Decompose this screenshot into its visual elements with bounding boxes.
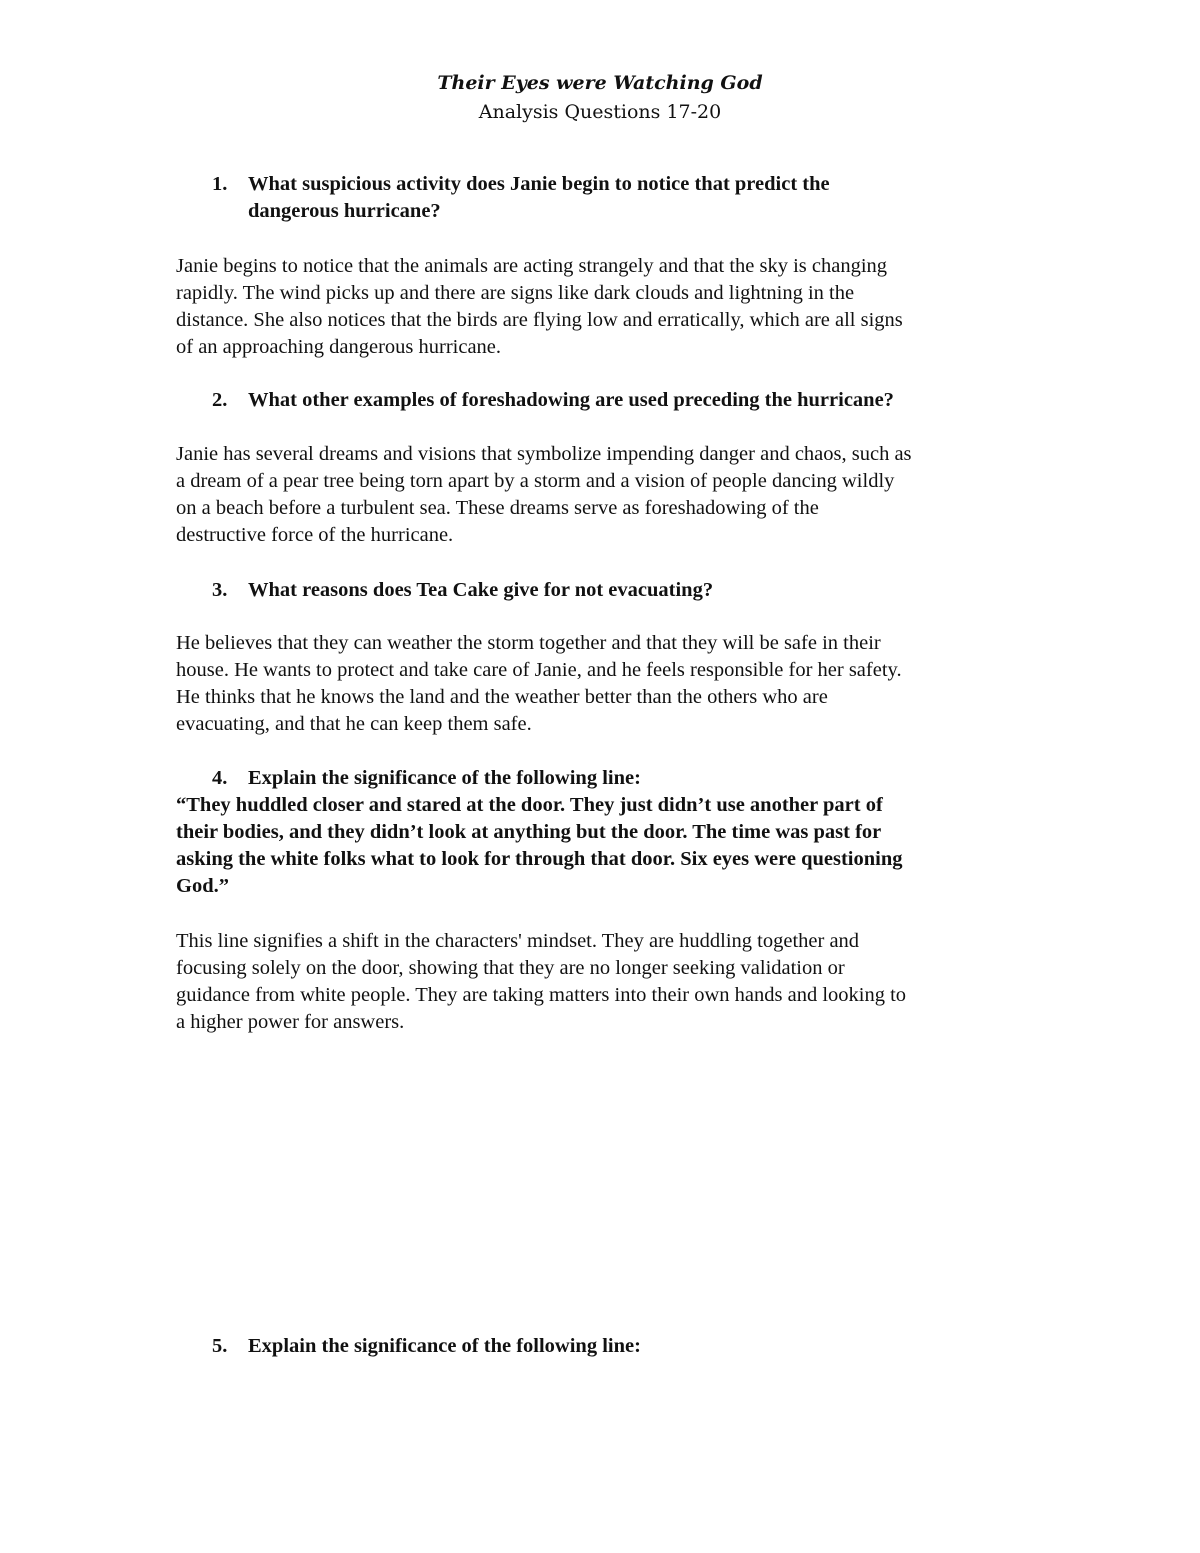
question-number: 2. xyxy=(212,389,228,411)
question-number: 5. xyxy=(212,1335,228,1357)
question-text-line: What reasons does Tea Cake give for not evacuating? xyxy=(248,579,714,601)
question-3 xyxy=(212,577,1068,604)
document-subtitle: Analysis Questions 17-20 xyxy=(478,101,722,123)
answer-line: This line signifies a shift in the characters' mindset. They are huddling together and xyxy=(176,930,860,952)
question-5 xyxy=(212,1333,1068,1360)
answer-line: He thinks that he knows the land and the weather better than the others who are xyxy=(176,686,828,708)
question-2 xyxy=(212,387,1068,414)
answer-line: a higher power for answers. xyxy=(176,1011,405,1033)
answer-2 xyxy=(176,441,1036,549)
answer-line: house. He wants to protect and take care of Janie, and he feels responsible for her safety. xyxy=(176,659,902,681)
answer-line: Janie has several dreams and visions that symbolize impending danger and chaos, such as xyxy=(176,443,912,465)
answer-1 xyxy=(176,253,1036,361)
answer-line: on a beach before a turbulent sea. These dreams serve as foreshadowing of the xyxy=(176,497,819,519)
question-4 xyxy=(212,765,1068,792)
answer-4 xyxy=(176,928,1036,1036)
answer-line: of an approaching dangerous hurricane. xyxy=(176,336,502,358)
answer-line: a dream of a pear tree being torn apart by a storm and a vision of people dancing wildly xyxy=(176,470,895,492)
question-number: 4. xyxy=(212,767,228,789)
question-text-line: dangerous hurricane? xyxy=(248,200,441,222)
question-number: 3. xyxy=(212,579,228,601)
quote-line: asking the white folks what to look for through that door. Six eyes were questioning xyxy=(176,848,903,870)
question-number: 1. xyxy=(212,173,228,195)
question-text-line: Explain the significance of the following line: xyxy=(248,1335,641,1357)
answer-3 xyxy=(176,630,1036,738)
answer-line: Janie begins to notice that the animals are acting strangely and that the sky is changing xyxy=(176,255,888,277)
answer-line: focusing solely on the door, showing that they are no longer seeking validation or xyxy=(176,957,845,979)
question-text-line: What other examples of foreshadowing are used preceding the hurricane? xyxy=(248,389,894,411)
answer-line: He believes that they can weather the storm together and that they will be safe in their xyxy=(176,632,881,654)
question-4-quote xyxy=(176,792,1046,900)
answer-line: guidance from white people. They are taking matters into their own hands and looking to xyxy=(176,984,907,1006)
answer-line: distance. She also notices that the birds are flying low and erratically, which are all signs xyxy=(176,309,903,331)
quote-line: God.” xyxy=(176,875,229,897)
question-1 xyxy=(212,171,1068,225)
document-title: Their Eyes were Watching God xyxy=(437,72,763,94)
quote-line: their bodies, and they didn’t look at anything but the door. The time was past for xyxy=(176,821,882,843)
question-text-line: What suspicious activity does Janie begin to notice that predict the xyxy=(248,173,830,195)
answer-line: rapidly. The wind picks up and there are signs like dark clouds and lightning in the xyxy=(176,282,855,304)
answer-line: evacuating, and that he can keep them safe. xyxy=(176,713,532,735)
quote-line: “They huddled closer and stared at the door. They just didn’t use another part of xyxy=(176,794,883,816)
question-text-line: Explain the significance of the following line: xyxy=(248,767,641,789)
answer-line: destructive force of the hurricane. xyxy=(176,524,454,546)
